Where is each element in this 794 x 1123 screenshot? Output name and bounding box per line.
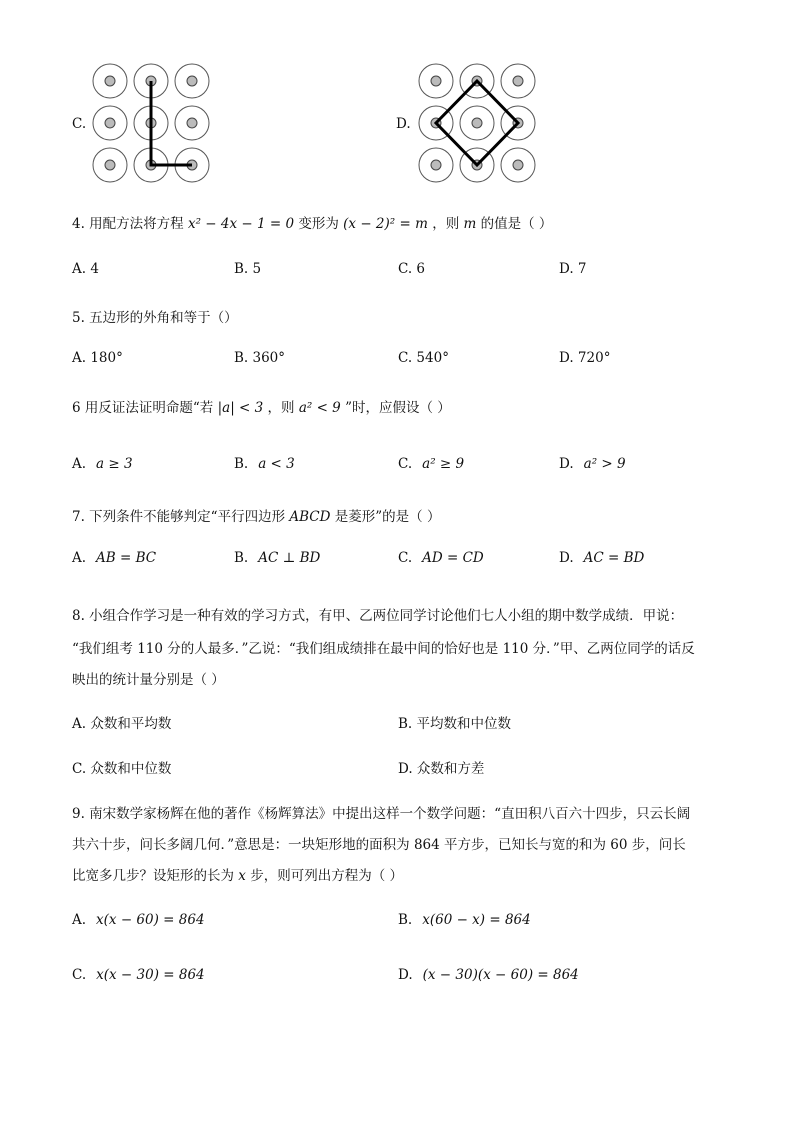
q9-option-a[interactable] (72, 912, 205, 928)
option-expression: x(60 − x) = 864 (422, 912, 531, 928)
q5-option-b[interactable]: B. 360° (234, 350, 286, 366)
q6-stem-part: ”时，应假设（ ） (345, 400, 451, 416)
q6-conclusion: a² < 9 (298, 400, 341, 416)
option-letter: B. (234, 550, 249, 566)
q6-stem-part: 6 用反证法证明命题“若 (72, 400, 214, 416)
option-expression: x(x − 60) = 864 (96, 912, 205, 928)
option-expression: AC ⊥ BD (258, 550, 321, 566)
q9-variable: x (238, 868, 246, 884)
q4-stem-part: 变形为 (298, 216, 339, 232)
option-expression: a ≥ 3 (96, 456, 133, 472)
option-letter: D. (559, 550, 574, 566)
q8-option-c[interactable]: C. 众数和中位数 (72, 761, 172, 777)
q9-stem-part: 步，则可列出方程为（ ） (250, 868, 404, 884)
q7-option-c[interactable] (398, 550, 484, 566)
option-expression: a < 3 (258, 456, 295, 472)
q5-option-c[interactable]: C. 540° (398, 350, 449, 366)
q8-option-b[interactable]: B. 平均数和中位数 (398, 716, 512, 732)
q4-equation: x² − 4x − 1 = 0 (187, 216, 295, 232)
q4-option-b[interactable]: B. 5 (234, 261, 262, 277)
question-5-stem: 5. 五边形的外角和等于（） (72, 310, 238, 326)
question-6-stem (72, 396, 451, 416)
q4-variable: m (463, 216, 477, 232)
q5-option-a[interactable]: A. 180° (72, 350, 123, 366)
q4-option-c[interactable]: C. 6 (398, 261, 426, 277)
q5-option-d[interactable]: D. 720° (559, 350, 611, 366)
question-9-line-3 (72, 864, 403, 884)
q4-option-d[interactable]: D. 7 (559, 261, 587, 277)
q7-option-d[interactable] (559, 550, 644, 566)
option-letter: D. (559, 456, 574, 472)
q6-option-b[interactable] (234, 456, 295, 472)
question-8-line-1: 8. 小组合作学习是一种有效的学习方式，有甲、乙两位同学讨论他们七人小组的期中数学成绩．甲说： (72, 608, 684, 624)
option-expression: AD = CD (422, 550, 484, 566)
option-expression: AC = BD (583, 550, 645, 566)
q9-stem-part: 比宽多几步？设矩形的长为 (72, 868, 234, 884)
option-expression: a² ≥ 9 (422, 456, 465, 472)
q8-option-d[interactable]: D. 众数和方差 (398, 761, 485, 777)
q9-option-b[interactable] (398, 912, 531, 928)
q6-stem-part: ，则 (267, 400, 295, 416)
q6-option-d[interactable] (559, 456, 626, 472)
q8-option-a[interactable]: A. 众数和平均数 (72, 716, 172, 732)
question-9-line-2: 共六十步，问长多阔几何．”意思是：一块矩形地的面积为 864 平方步，已知长与宽的和为 60 步，问长 (72, 837, 686, 853)
q7-parallelogram-name: ABCD (289, 509, 331, 525)
question-8-line-3: 映出的统计量分别是（ ） (72, 672, 225, 688)
q7-stem-part: 7. 下列条件不能够判定“平行四边形 (72, 509, 286, 525)
question-9-line-1: 9. 南宋数学家杨辉在他的著作《杨辉算法》中提出这样一个数学问题：“直田积八百六十四步，只云长阔 (72, 806, 691, 822)
q7-option-b[interactable] (234, 550, 320, 566)
option-expression: x(x − 30) = 864 (96, 967, 205, 983)
q7-option-a[interactable] (72, 550, 156, 566)
option-c-dot-grid-figure (88, 62, 216, 186)
option-letter: B. (234, 456, 249, 472)
option-expression: (x − 30)(x − 60) = 864 (422, 967, 579, 983)
q6-option-a[interactable] (72, 456, 133, 472)
option-letter: A. (72, 550, 87, 566)
q4-stem-part: 的值是（ ） (480, 216, 553, 232)
question-8-line-2: “我们组考 110 分的人最多．”乙说：“我们组成绩排在最中间的恰好也是 110 分．”甲、乙两位同学的话反 (72, 641, 695, 657)
q4-transformed-equation: (x − 2)² = m (343, 216, 428, 232)
option-c-label[interactable]: C. (72, 116, 87, 132)
q4-option-a[interactable]: A. 4 (72, 261, 99, 277)
option-letter: B. (398, 912, 413, 928)
q9-option-d[interactable] (398, 967, 579, 983)
option-d-dot-grid-figure (414, 62, 542, 186)
option-expression: a² > 9 (583, 456, 626, 472)
q4-stem-part: 4. 用配方法将方程 (72, 216, 184, 232)
option-d-label[interactable]: D. (396, 116, 411, 132)
q4-stem-part: ，则 (432, 216, 460, 232)
option-letter: A. (72, 912, 87, 928)
option-expression: AB = BC (96, 550, 157, 566)
question-7-stem (72, 505, 440, 525)
question-4-stem (72, 212, 552, 232)
option-letter: C. (72, 967, 87, 983)
option-letter: A. (72, 456, 87, 472)
q9-option-c[interactable] (72, 967, 205, 983)
option-letter: C. (398, 550, 413, 566)
q6-option-c[interactable] (398, 456, 464, 472)
option-letter: D. (398, 967, 413, 983)
option-letter: C. (398, 456, 413, 472)
q6-condition: |a| < 3 (217, 400, 264, 416)
q7-stem-part: 是菱形”的是（ ） (334, 509, 441, 525)
